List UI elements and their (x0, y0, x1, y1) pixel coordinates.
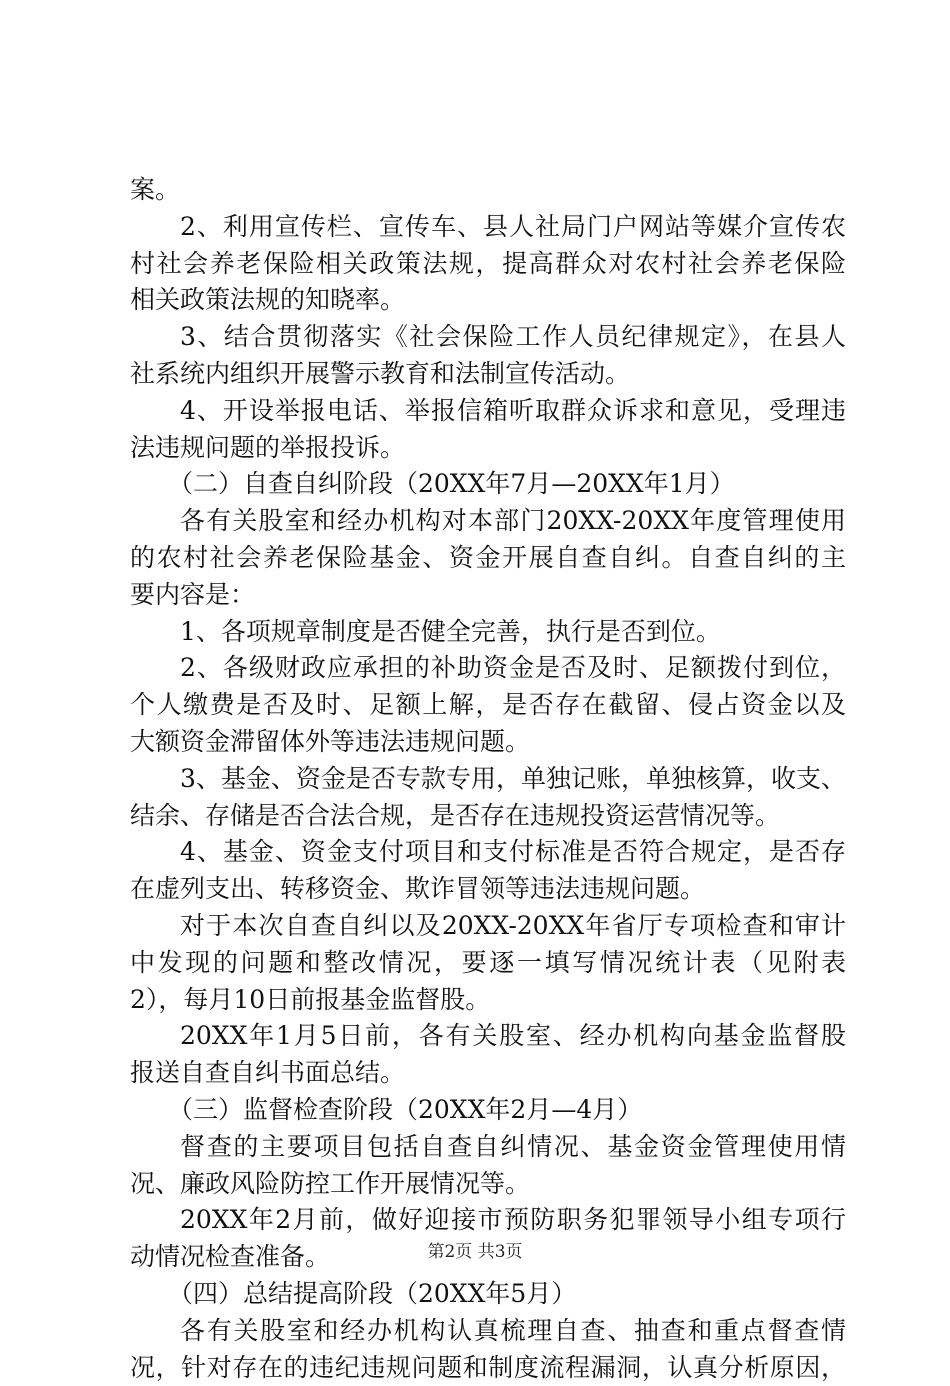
text-line: 的农村社会养老保险基金、资金开展自查自纠。自查自纠的主 (130, 540, 846, 577)
text-line: 法违规问题的举报投诉。 (130, 430, 846, 467)
text-line: 20XX年2月前，做好迎接市预防职务犯罪领导小组专项行 (130, 1202, 846, 1239)
text-line: 3、结合贯彻落实《社会保险工作人员纪律规定》，在县人 (130, 319, 846, 356)
text-line: 在虚列支出、转移资金、欺诈冒领等违法违规问题。 (130, 871, 846, 908)
text-line: 相关政策法规的知晓率。 (130, 282, 846, 319)
text-line: 各有关股室和经办机构对本部门20XX-20XX年度管理使用 (130, 503, 846, 540)
text-line: 各有关股室和经办机构认真梳理自查、抽查和重点督查情 (130, 1313, 846, 1350)
text-line: 督查的主要项目包括自查自纠情况、基金资金管理使用情 (130, 1129, 846, 1166)
text-line: （三）监督检查阶段（20XX年2月—4月） (130, 1092, 846, 1129)
text-line: 1、各项规章制度是否健全完善，执行是否到位。 (130, 614, 846, 651)
text-line: 4、基金、资金支付项目和支付标准是否符合规定，是否存 (130, 834, 846, 871)
text-line: 社系统内组织开展警示教育和法制宣传活动。 (130, 356, 846, 393)
page-footer: 第2页 共3页 (0, 1240, 950, 1264)
text-line: 村社会养老保险相关政策法规，提高群众对农村社会养老保险 (130, 246, 846, 283)
text-line: 2），每月10日前报基金监督股。 (130, 982, 846, 1019)
text-line: 况、廉政风险防控工作开展情况等。 (130, 1166, 846, 1203)
text-line: 中发现的问题和整改情况，要逐一填写情况统计表（见附表 (130, 945, 846, 982)
text-line: 3、基金、资金是否专款专用，单独记账，单独核算，收支、 (130, 761, 846, 798)
text-line: 对于本次自查自纠以及20XX-20XX年省厅专项检查和审计 (130, 908, 846, 945)
document-body (130, 172, 846, 1386)
text-line: 报送自查自纠书面总结。 (130, 1055, 846, 1092)
text-line: 要内容是： (130, 577, 846, 614)
text-line: 况，针对存在的违纪违规问题和制度流程漏洞，认真分析原因， (130, 1350, 846, 1386)
text-line: （二）自查自纠阶段（20XX年7月—20XX年1月） (130, 466, 846, 503)
text-line: 案。 (130, 172, 846, 209)
text-line: 4、开设举报电话、举报信箱听取群众诉求和意见，受理违 (130, 393, 846, 430)
text-line: （四）总结提高阶段（20XX年5月） (130, 1276, 846, 1313)
text-line: 个人缴费是否及时、足额上解，是否存在截留、侵占资金以及 (130, 687, 846, 724)
text-line: 大额资金滞留体外等违法违规问题。 (130, 724, 846, 761)
text-line: 2、各级财政应承担的补助资金是否及时、足额拨付到位， (130, 650, 846, 687)
text-line: 结余、存储是否合法合规，是否存在违规投资运营情况等。 (130, 798, 846, 835)
text-line: 20XX年1月5日前，各有关股室、经办机构向基金监督股 (130, 1018, 846, 1055)
text-line: 2、利用宣传栏、宣传车、县人社局门户网站等媒介宣传农 (130, 209, 846, 246)
text-line: 动情况检查准备。 (130, 1239, 846, 1276)
